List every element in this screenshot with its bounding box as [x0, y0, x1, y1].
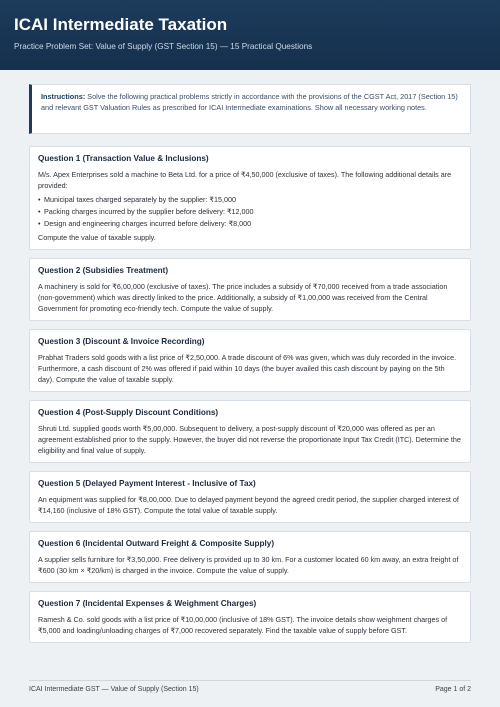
main-content [0, 70, 500, 643]
question-title: Question 6 (Incidental Outward Freight & Composite Supply) [38, 539, 275, 548]
question-title: Question 4 (Post-Supply Discount Conditions) [38, 408, 219, 417]
question-title: Question 1 (Transaction Value & Inclusions) [38, 154, 209, 163]
question-title: Question 7 (Incidental Expenses & Weighment Charges) [38, 599, 257, 608]
question-title: Question 3 (Discount & Invoice Recording) [38, 337, 205, 346]
question-card-7 [29, 591, 471, 643]
instructions-box [29, 84, 471, 134]
bullet-item: • Design and engineering charges incurred before delivery: ₹8,000 [38, 218, 462, 230]
bullet-item: • Municipal taxes charged separately by the supplier: ₹15,000 [38, 194, 462, 206]
question-body: Shruti Ltd. supplied goods worth ₹5,00,000. Subsequent to delivery, a post-supply discount of ₹20,000 was offered as per an agreement established prior to the supply. However, the buyer did not reverse the proportionate Input Tax Credit (ITC). Determine the eligibility and final value of supply. [38, 424, 461, 455]
question-bullets [38, 194, 462, 230]
instructions-label: Instructions: [41, 92, 86, 101]
question-body: An equipment was supplied for ₹8,00,000. Due to delayed payment beyond the agreed credit period, the supplier charged interest of ₹14,160 (inclusive of 18% GST). Compute the total value of taxable supply. [38, 495, 459, 515]
question-title: Question 5 (Delayed Payment Interest - Inclusive of Tax) [38, 479, 256, 488]
question-card-6 [29, 531, 471, 583]
question-card-1 [29, 146, 471, 250]
question-body: A machinery is sold for ₹6,00,000 (exclusive of taxes). The price includes a subsidy of ₹70,000 received from a trade association (non-government) which was directly linked to the price. Additionally, a subsidy of ₹1,00,000 was received from the Central Government for promoting eco-friendly tech. Compute the value of supply. [38, 282, 448, 313]
footer-document-title: ICAI Intermediate GST — Value of Supply (Section 15) [29, 686, 199, 693]
question-title: Question 2 (Subsidies Treatment) [38, 266, 169, 275]
question-card-2 [29, 258, 471, 321]
footer-page-number: Page 1 of 2 [435, 686, 471, 693]
question-card-5 [29, 471, 471, 523]
question-closing: Compute the value of taxable supply. [38, 233, 156, 242]
page-subtitle: Practice Problem Set: Value of Supply (GST Section 15) — 15 Practical Questions [14, 42, 313, 51]
question-card-3 [29, 329, 471, 392]
question-body: M/s. Apex Enterprises sold a machine to Beta Ltd. for a price of ₹4,50,000 (exclusive of taxes). The following additional details are provided: [38, 170, 452, 190]
question-body: Ramesh & Co. sold goods with a list price of ₹10,00,000 (inclusive of 18% GST). The invoice details show weighment charges of ₹5,000 and loading/unloading charges of ₹7,000 recovered separately. Find the taxable value of supply before GST. [38, 615, 448, 635]
question-body: Prabhat Traders sold goods with a list price of ₹2,50,000. A trade discount of 6% was given, which was duly recorded in the invoice. Furthermore, a cash discount of 2% was offered if paid within 10 days (the buyer availed this cash discount by paying on the 5th day). Compute the value of taxable supply. [38, 353, 457, 384]
page-title: ICAI Intermediate Taxation [14, 15, 228, 34]
page-header [0, 0, 500, 70]
question-body: A supplier sells furniture for ₹3,50,000. Free delivery is provided up to 30 km. For a customer located 60 km away, an extra freight of ₹600 (30 km × ₹20/km) is charged in the invoice. Compute the value of supply. [38, 555, 459, 575]
question-card-4 [29, 400, 471, 463]
page-footer [29, 680, 471, 693]
bullet-item: • Packing charges incurred by the supplier before delivery: ₹12,000 [38, 206, 462, 218]
instructions-text: Solve the following practical problems strictly in accordance with the provisions of the CGST Act, 2017 (Section 15) and relevant GST Valuation Rules as prescribed for ICAI Intermediate examinations. Show all necessary working notes. [41, 92, 458, 112]
